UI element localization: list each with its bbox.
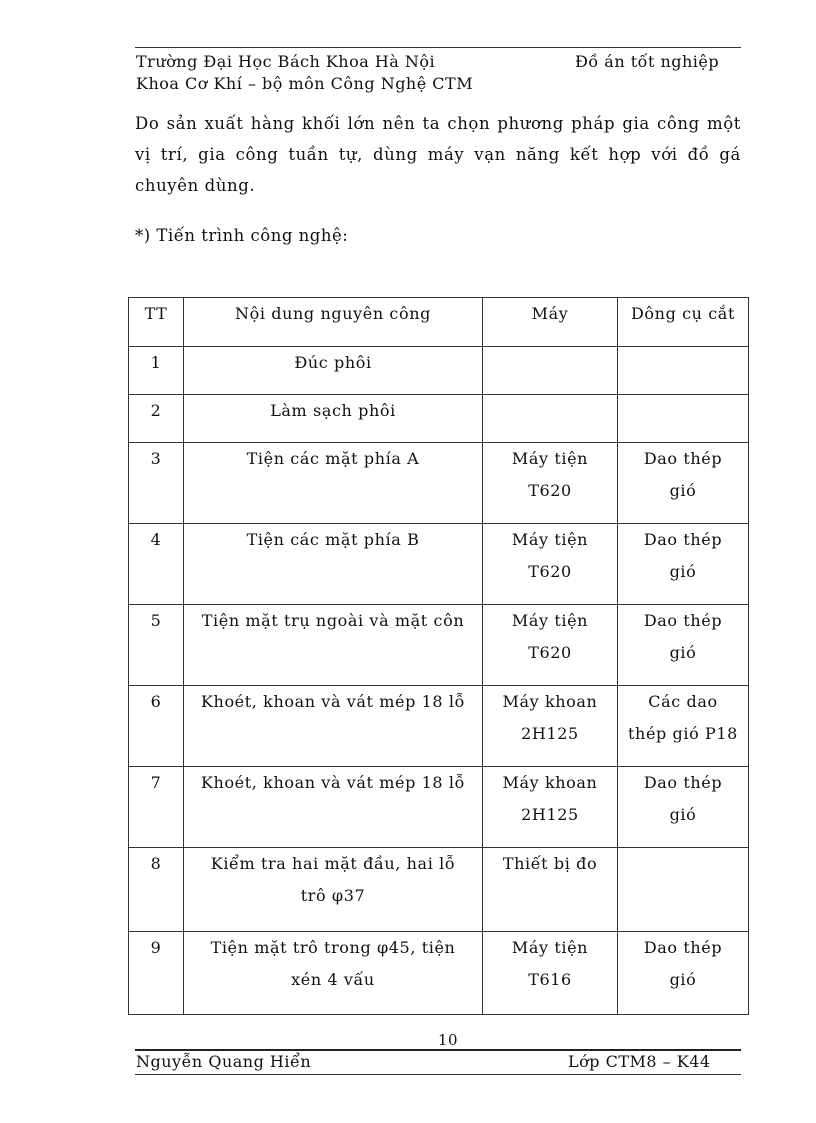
header-school: Trường Đại Học Bách Khoa Hà Nội xyxy=(136,52,436,71)
table-row xyxy=(129,524,749,605)
cell-tool-line: gió xyxy=(669,643,697,662)
row-number: 7 xyxy=(150,773,162,792)
cell-machine-line: T616 xyxy=(528,970,572,989)
row-number: 6 xyxy=(150,692,162,711)
cell-tool-line: Dao thép xyxy=(643,449,723,468)
cell-machine xyxy=(483,686,618,767)
table-row xyxy=(129,347,749,395)
cell-tt xyxy=(129,848,184,932)
header-faculty: Khoa Cơ Khí – bộ môn Công Nghệ CTM xyxy=(136,74,474,93)
cell-tool-line: thép gió P18 xyxy=(628,724,738,743)
cell-machine xyxy=(483,848,618,932)
footer-bottom-rule xyxy=(135,1074,741,1075)
cell-content-line: Kiểm tra hai mặt đầu, hai lỗ xyxy=(210,854,456,873)
cell-content-line: Tiện các mặt phía A xyxy=(246,449,420,468)
cell-tt xyxy=(129,605,184,686)
row-number: 2 xyxy=(150,401,162,420)
cell-tool xyxy=(618,767,749,848)
header-top-rule xyxy=(135,47,741,48)
cell-content-line: trô φ37 xyxy=(300,886,366,905)
cell-tool-line: gió xyxy=(669,970,697,989)
cell-tool xyxy=(618,395,749,443)
cell-tool-line: gió xyxy=(669,562,697,581)
paragraph-line: chuyên dùng. xyxy=(135,176,256,195)
cell-content-line: xén 4 vấu xyxy=(291,970,375,989)
cell-machine xyxy=(483,395,618,443)
row-number: 9 xyxy=(150,938,162,957)
cell-tt xyxy=(129,443,184,524)
cell-tool xyxy=(618,686,749,767)
table-row xyxy=(129,686,749,767)
cell-tool xyxy=(618,347,749,395)
cell-content xyxy=(184,524,483,605)
cell-tt xyxy=(129,524,184,605)
cell-content xyxy=(184,605,483,686)
row-number: 8 xyxy=(150,854,162,873)
footer-class: Lớp CTM8 – K44 xyxy=(568,1052,711,1071)
table-row xyxy=(129,932,749,1015)
cell-tool xyxy=(618,932,749,1015)
cell-tool xyxy=(618,605,749,686)
table-row xyxy=(129,767,749,848)
table-body xyxy=(129,347,749,1015)
column-header-machine: Máy xyxy=(483,298,618,347)
cell-tool-line: gió xyxy=(669,481,697,500)
table-row xyxy=(129,443,749,524)
cell-tool xyxy=(618,848,749,932)
cell-content xyxy=(184,767,483,848)
table-row xyxy=(129,848,749,932)
cell-tt xyxy=(129,767,184,848)
cell-content-line: Đúc phôi xyxy=(294,353,372,372)
cell-machine-line: T620 xyxy=(528,562,572,581)
footer-author: Nguyễn Quang Hiển xyxy=(136,1052,312,1071)
cell-machine-line: Thiết bị đo xyxy=(502,854,598,873)
cell-content xyxy=(184,848,483,932)
cell-machine-line: 2H125 xyxy=(521,724,579,743)
cell-tt xyxy=(129,686,184,767)
cell-tool-line: Các dao xyxy=(648,692,718,711)
cell-content-line: Tiện mặt trụ ngoài và mặt côn xyxy=(201,611,465,630)
cell-content xyxy=(184,443,483,524)
column-header-tt: TT xyxy=(129,298,184,347)
row-number: 5 xyxy=(150,611,162,630)
paragraph-line: vị trí, gia công tuần tự, dùng máy vạn năng kết hợp với đồ gá xyxy=(135,145,741,164)
cell-content xyxy=(184,395,483,443)
cell-tt xyxy=(129,395,184,443)
header-doc-type: Đồ án tốt nghiệp xyxy=(575,52,720,71)
cell-content-line: Khoét, khoan và vát mép 18 lỗ xyxy=(200,692,465,711)
cell-content xyxy=(184,686,483,767)
cell-tool xyxy=(618,443,749,524)
table-row xyxy=(129,605,749,686)
column-header-tool: Dông cụ cắt xyxy=(618,298,749,347)
cell-content xyxy=(184,932,483,1015)
cell-tool-line: gió xyxy=(669,805,697,824)
cell-machine xyxy=(483,932,618,1015)
table-row xyxy=(129,395,749,443)
cell-machine xyxy=(483,605,618,686)
row-number: 4 xyxy=(150,530,162,549)
cell-tool-line: Dao thép xyxy=(643,938,723,957)
cell-machine xyxy=(483,767,618,848)
cell-content-line: Tiện các mặt phía B xyxy=(246,530,420,549)
cell-tool xyxy=(618,524,749,605)
cell-machine-line: Máy tiện xyxy=(511,938,589,957)
row-number: 1 xyxy=(150,353,162,372)
cell-machine-line: Máy tiện xyxy=(511,530,589,549)
cell-content-line: Làm sạch phôi xyxy=(270,401,396,420)
column-header-content: Nội dung nguyên công xyxy=(184,298,483,347)
cell-machine-line: Máy khoan xyxy=(502,773,598,792)
cell-content-line: Khoét, khoan và vát mép 18 lỗ xyxy=(200,773,465,792)
cell-machine-line: T620 xyxy=(528,481,572,500)
cell-tool-line: Dao thép xyxy=(643,530,723,549)
cell-tt xyxy=(129,932,184,1015)
footer-top-rule xyxy=(135,1049,741,1051)
row-number: 3 xyxy=(150,449,162,468)
cell-machine-line: 2H125 xyxy=(521,805,579,824)
cell-tool-line: Dao thép xyxy=(643,611,723,630)
cell-tt xyxy=(129,347,184,395)
intro-paragraph xyxy=(135,108,741,201)
paragraph-line: Do sản xuất hàng khối lớn nên ta chọn phương pháp gia công một xyxy=(135,114,741,133)
cell-machine-line: T620 xyxy=(528,643,572,662)
cell-content xyxy=(184,347,483,395)
cell-machine xyxy=(483,443,618,524)
page-number: 10 xyxy=(438,1031,459,1049)
cell-machine-line: Máy tiện xyxy=(511,611,589,630)
cell-machine-line: Máy tiện xyxy=(511,449,589,468)
table-header-row xyxy=(129,298,749,347)
cell-machine-line: Máy khoan xyxy=(502,692,598,711)
cell-machine xyxy=(483,347,618,395)
process-table xyxy=(128,297,749,1015)
cell-machine xyxy=(483,524,618,605)
process-title: *) Tiến trình công nghệ: xyxy=(135,226,349,245)
cell-content-line: Tiện mặt trô trong φ45, tiện xyxy=(210,938,456,957)
cell-tool-line: Dao thép xyxy=(643,773,723,792)
